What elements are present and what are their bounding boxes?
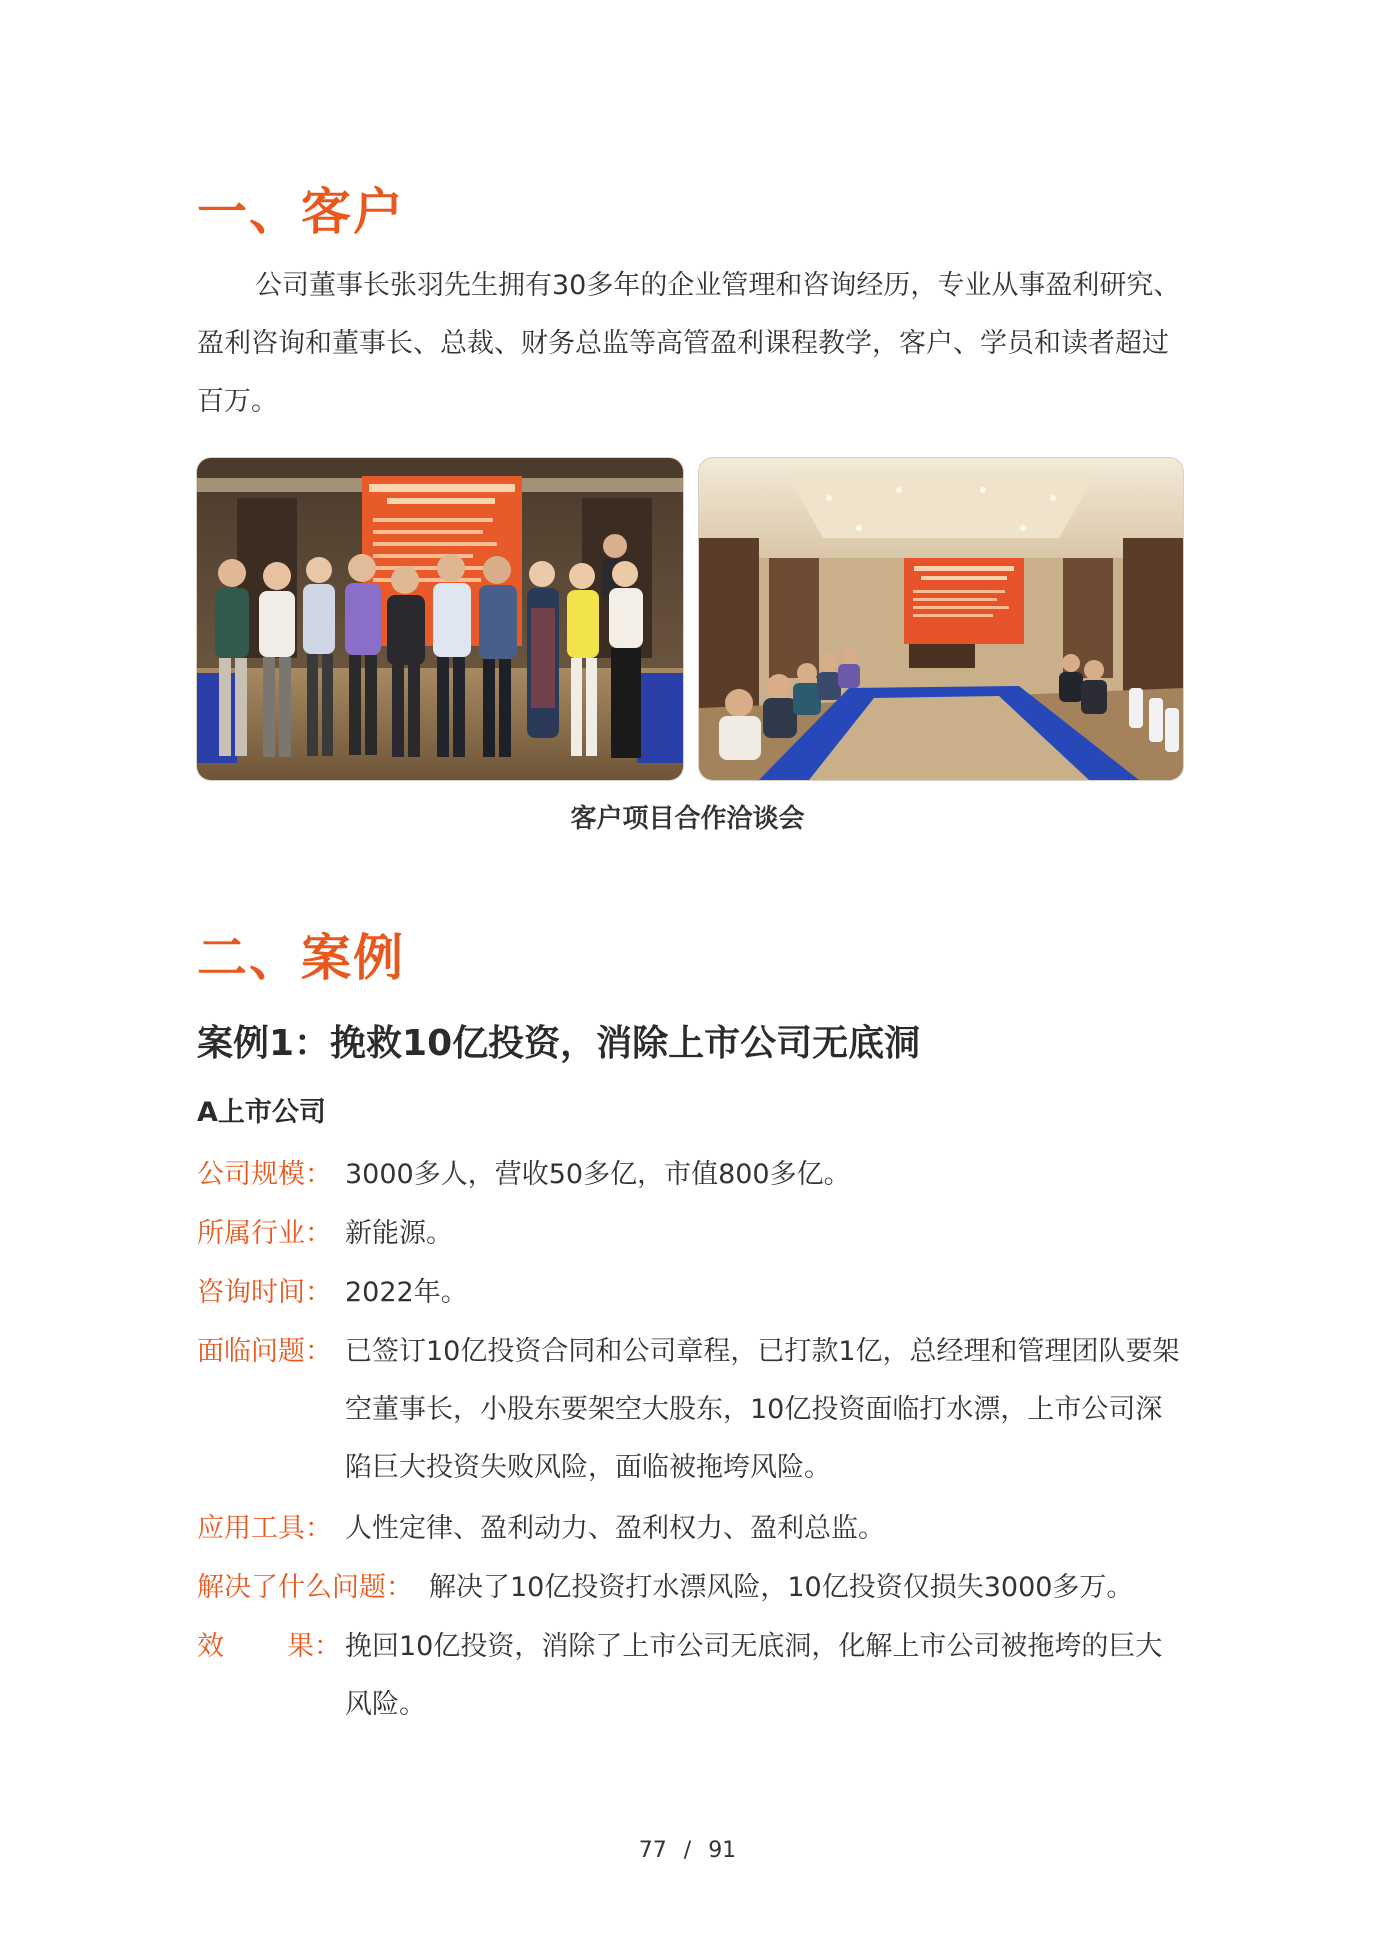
case-title: 案例1：挽救10亿投资，消除上市公司无底洞: [197, 1023, 921, 1064]
section-title-cases: 二、案例: [197, 929, 405, 987]
meeting-photo: [699, 458, 1183, 780]
section-title-clients: 一、客户: [197, 183, 405, 241]
group-photo: [197, 458, 683, 780]
row-value: 新能源。: [345, 1218, 453, 1249]
row-value: 挽回10亿投资，消除了上市公司无底洞，化解上市公司被拖垮的巨大风险。: [345, 1631, 1163, 1720]
company-name: A上市公司: [197, 1097, 326, 1128]
row-label: 面临问题：: [197, 1336, 332, 1367]
row-label: [197, 1618, 341, 1676]
row-value: 2022年。: [345, 1277, 468, 1308]
intro-paragraph: 公司董事长张羽先生拥有30多年的企业管理和咨询经历，专业从事盈利研究、盈利咨询和董事长、总裁、财务总监等高管盈利课程教学，客户、学员和读者超过百万。: [197, 270, 1181, 417]
row-label: 解决了什么问题：: [197, 1572, 413, 1603]
row-value: 人性定律、盈利动力、盈利权力、盈利总监。: [345, 1513, 885, 1544]
page-number: 77 / 91: [638, 1838, 737, 1863]
row-label: 咨询时间：: [197, 1277, 332, 1308]
row-label-part-a: 效: [197, 1631, 224, 1662]
row-value: 3000多人，营收50多亿，市值800多亿。: [345, 1159, 851, 1190]
row-label: 公司规模：: [197, 1159, 332, 1190]
row-value: 已签订10亿投资合同和公司章程，已打款1亿，总经理和管理团队要架空董事长，小股东要架空大股东，10亿投资面临打水漂，上市公司深陷巨大投资失败风险，面临被拖垮风险。: [345, 1336, 1180, 1483]
photo-caption: 客户项目合作洽谈会: [570, 804, 805, 834]
row-label: 应用工具：: [197, 1513, 332, 1544]
row-value: 解决了10亿投资打水漂风险，10亿投资仅损失3000多万。: [429, 1572, 1134, 1603]
row-label-part-b: 果：: [287, 1631, 341, 1662]
row-label: 所属行业：: [197, 1218, 332, 1249]
